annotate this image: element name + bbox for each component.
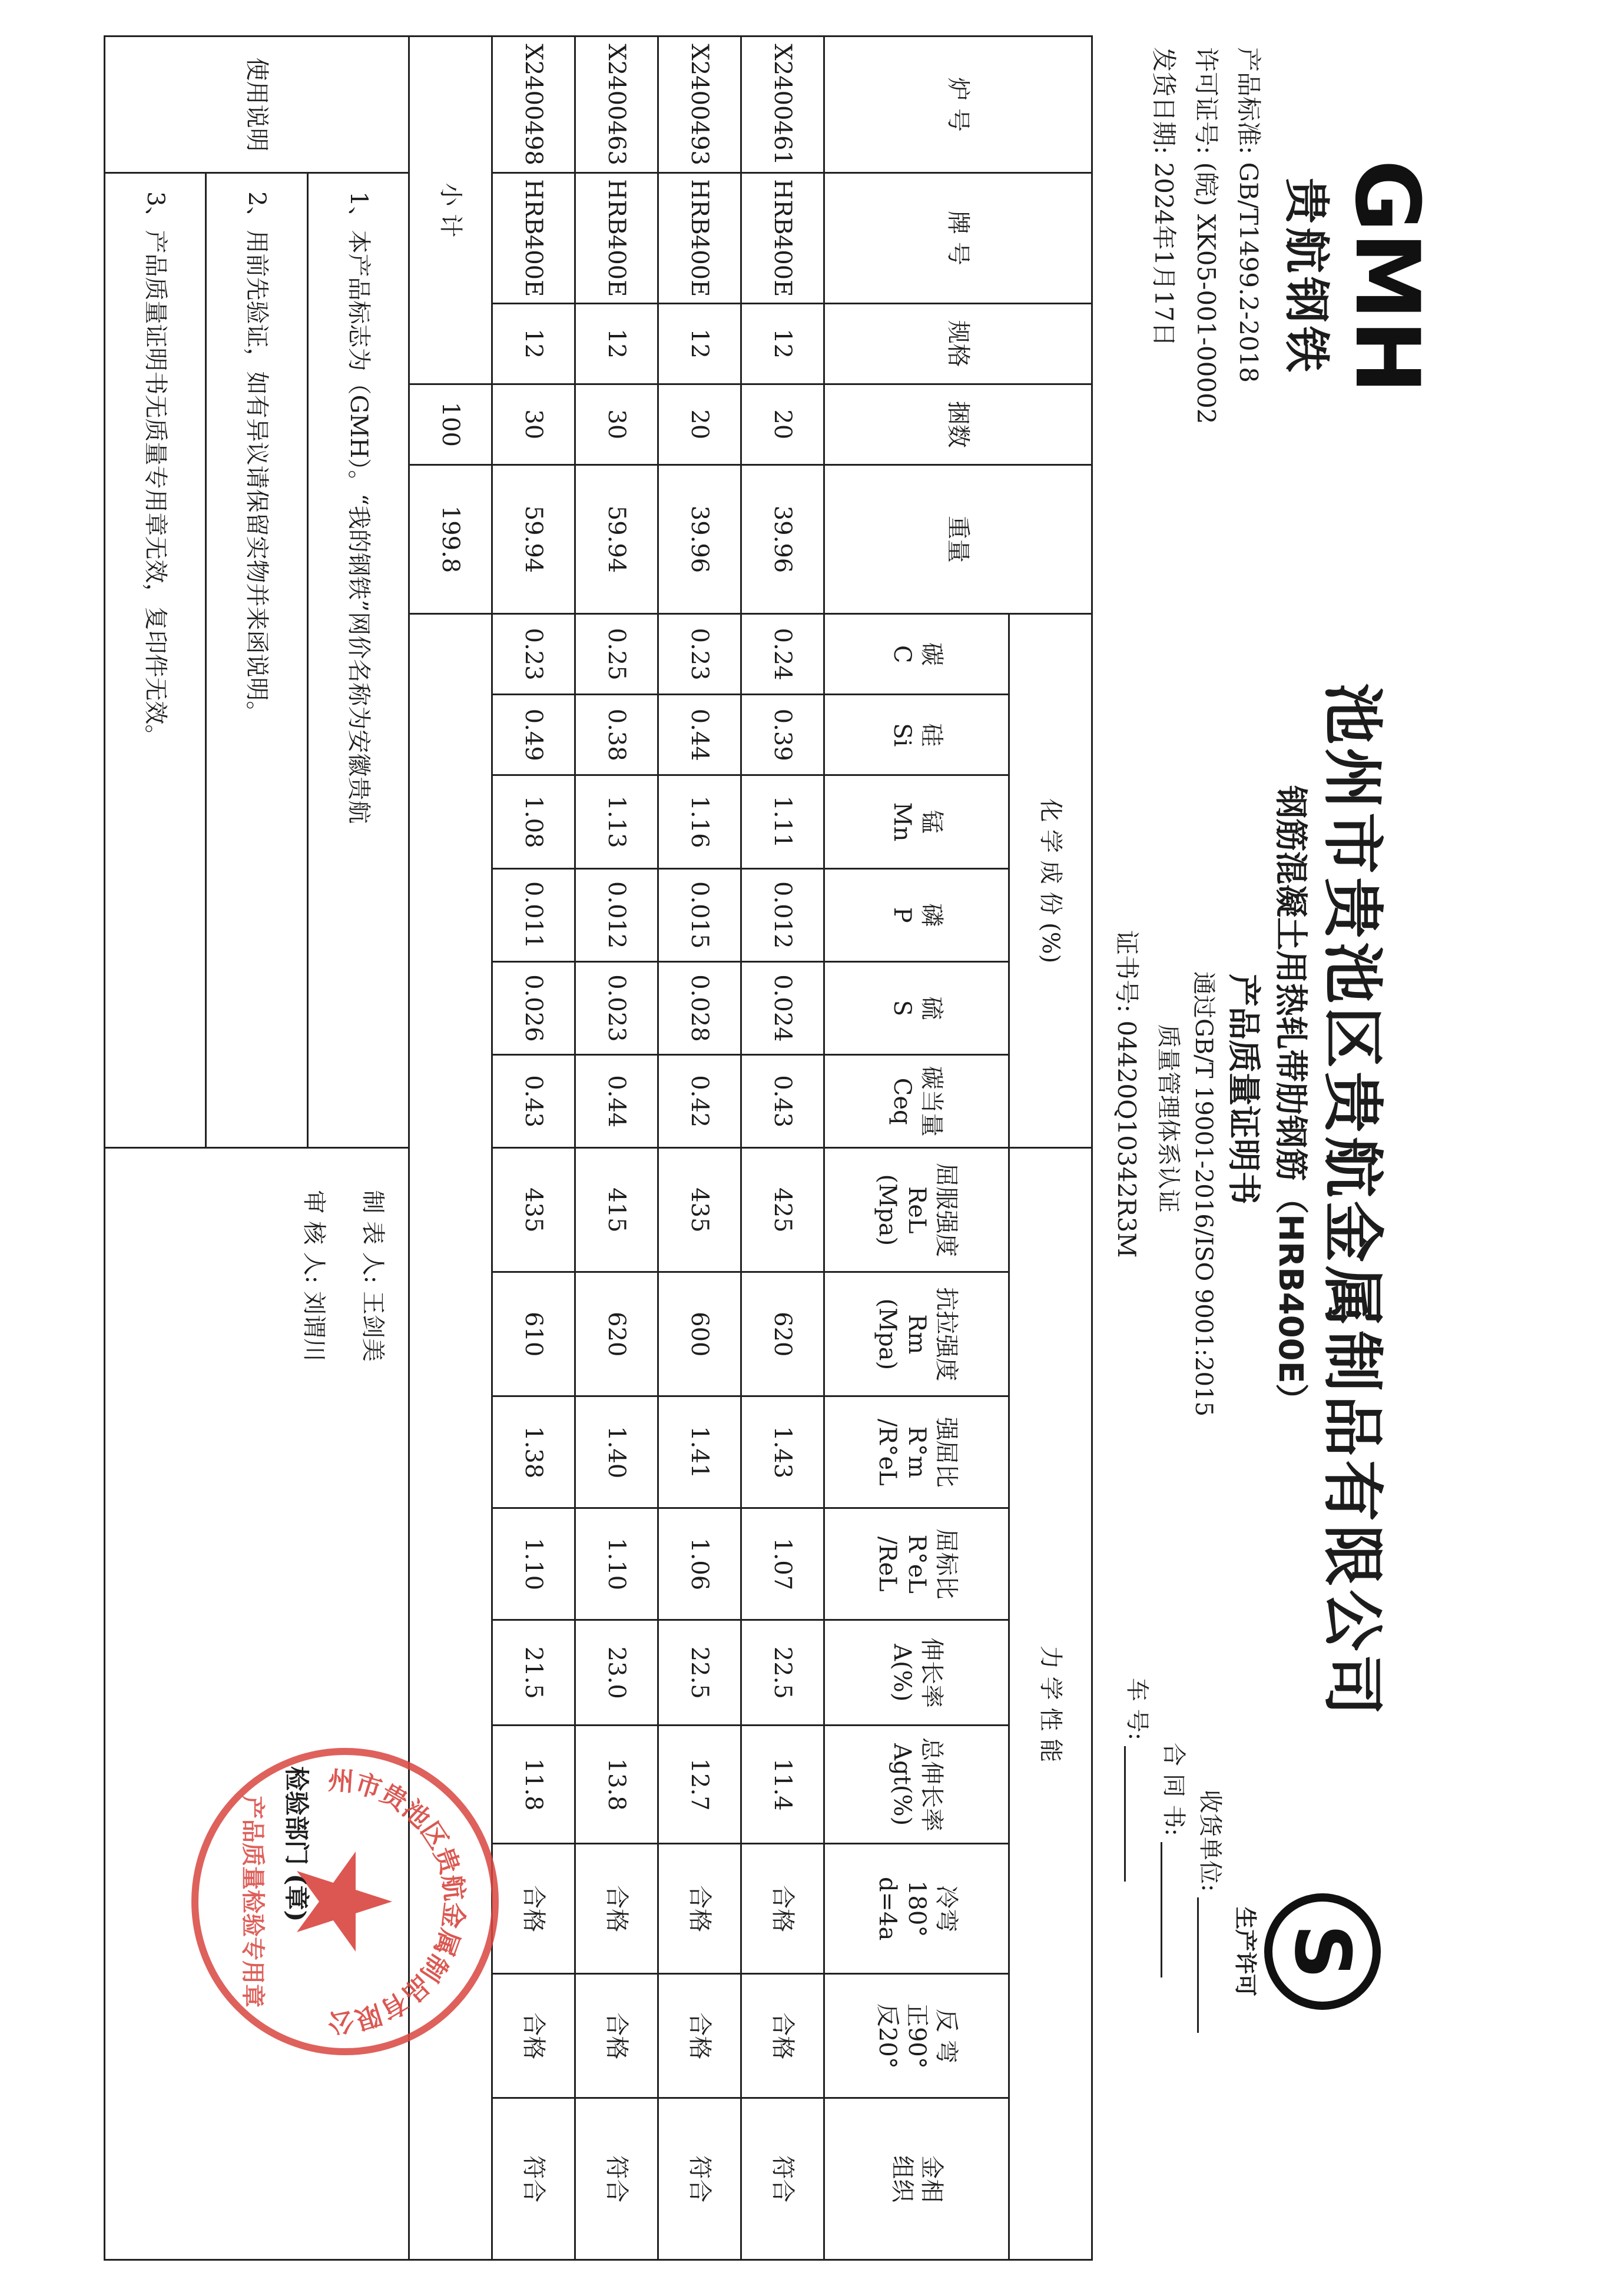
cert-no-value: 04420Q10342R3M (1112, 1020, 1141, 1258)
column-header-text: S (888, 1000, 916, 1017)
seal-icon (180, 1737, 510, 2066)
maker-line (358, 1190, 387, 1362)
table-cell: 0.43 (741, 1055, 824, 1148)
table-cell: 合格 (575, 1843, 658, 1974)
table-cell: 符合 (658, 2098, 741, 2260)
vehicle-label: 车 号: (1123, 1678, 1151, 1741)
company-name: 池州市贵池区贵航金属制品有限公司 (1317, 682, 1388, 1719)
column-header-text: 屈标比 (932, 1528, 960, 1600)
ship-date-row (1142, 47, 1185, 424)
table-cell: HRB400E (492, 173, 575, 304)
column-header-text: 屈服强度 (932, 1163, 960, 1258)
col-ratio1 (824, 1396, 1009, 1508)
receiver-field (1192, 1790, 1228, 2033)
table-cell: 435 (492, 1148, 575, 1272)
column-header-text: 锰 (917, 809, 945, 834)
column-header-text: R°eL (903, 1534, 930, 1594)
table-cell: 1.10 (575, 1508, 658, 1620)
maker-label: 制 表 人: (359, 1190, 387, 1284)
table-row (658, 37, 741, 2260)
table-cell: 合格 (658, 1843, 741, 1974)
table-cell: HRB400E (658, 173, 741, 304)
maker-name: 王剑美 (359, 1290, 387, 1362)
table-cell: 1.38 (492, 1396, 575, 1508)
col-rel (824, 1148, 1009, 1272)
col-ratio2 (824, 1508, 1009, 1620)
table-cell: X2400493 (658, 37, 741, 173)
seal-bottom-text: 产品质量检验专用章 (239, 1796, 266, 2008)
table-cell: 1.08 (492, 775, 575, 868)
col-agt (824, 1726, 1009, 1843)
column-header-text: 180° (903, 1880, 930, 1937)
column-header-text: d=4a (873, 1876, 901, 1941)
column-header-text: (Mpa) (873, 1298, 901, 1371)
col-bend (824, 1843, 1009, 1974)
column-header-text: R°m (903, 1426, 930, 1478)
table-cell: 0.42 (658, 1055, 741, 1148)
column-header-text: 强屈比 (932, 1416, 960, 1488)
table-cell: 39.96 (741, 464, 824, 613)
inspection-dept-suffix: (章) (282, 1873, 311, 1922)
col-bundles: 捆数 (824, 384, 1092, 464)
qs-logo-letter: S (1278, 1924, 1367, 1979)
subtotal-weight: 199.8 (409, 464, 492, 613)
table-cell: 合格 (492, 1974, 575, 2098)
receiver-label: 收货单位: (1196, 1790, 1224, 1892)
subtotal-bundles: 100 (409, 384, 492, 464)
col-rm (824, 1272, 1009, 1396)
column-header-text: 冷弯 (932, 1885, 960, 1933)
table-cell: 59.94 (492, 464, 575, 613)
table-cell: 12 (492, 303, 575, 384)
product-standard-row (1227, 47, 1269, 424)
table-cell: X2400461 (741, 37, 824, 173)
reviewer-name: 刘谓川 (300, 1290, 328, 1362)
column-header-text: 伸长率 (917, 1637, 945, 1708)
column-header-text: P (888, 907, 916, 923)
header-info (1142, 47, 1269, 424)
table-cell: 30 (492, 384, 575, 464)
column-header-text: ReL (903, 1186, 930, 1234)
table-cell: 39.96 (658, 464, 741, 613)
table-row (575, 37, 658, 2260)
table-cell: 425 (741, 1148, 824, 1272)
usage-note-3: 3、产品质量证明书无质量专用章无效，复印件无效。 (105, 173, 206, 1148)
table-cell: 11.4 (741, 1726, 824, 1843)
table-cell: 1.13 (575, 775, 658, 868)
group-header-row (1009, 37, 1092, 2260)
official-seal (180, 1737, 510, 2066)
column-header-text: Mn (888, 802, 916, 842)
usage-note-2: 2、用前先验证，如有异议请保留实物并来函说明。 (206, 173, 307, 1148)
contract-blank (1161, 1842, 1186, 1978)
table-cell: 20 (658, 384, 741, 464)
col-si (824, 695, 1009, 775)
table-cell: 0.015 (658, 868, 741, 961)
table-cell: 0.023 (575, 961, 658, 1054)
gmh-logo-text: GMH (1340, 160, 1434, 394)
table-cell: 1.41 (658, 1396, 741, 1508)
column-header-text: 碳当量 (917, 1066, 945, 1137)
col-mn (824, 775, 1009, 868)
certificate-number (1111, 930, 1146, 1258)
table-cell: 符合 (492, 2098, 575, 2260)
column-header-text: 硫 (917, 996, 945, 1020)
table-cell: 1.43 (741, 1396, 824, 1508)
column-header-text: 反20° (873, 2003, 901, 2069)
table-cell: 1.16 (658, 775, 741, 868)
vehicle-field (1119, 1678, 1155, 2033)
table-cell: 0.43 (492, 1055, 575, 1148)
column-header-text: Agt(%) (888, 1743, 916, 1826)
column-header-text: 抗拉强度 (932, 1287, 960, 1382)
ship-date-label: 发货日期: (1149, 47, 1178, 155)
reviewer-line (299, 1190, 329, 1362)
table-cell: 合格 (741, 1843, 824, 1974)
certification-line-2: 质量管理体系认证 (1155, 1024, 1182, 1213)
col-heat: 炉 号 (824, 37, 1092, 173)
qs-logo-icon (1264, 1893, 1381, 2010)
table-cell: 0.44 (575, 1055, 658, 1148)
col-s (824, 961, 1009, 1054)
table-cell: 620 (575, 1272, 658, 1396)
column-header-text: A(%) (888, 1644, 916, 1702)
table-cell: 0.44 (658, 695, 741, 775)
table-cell: 0.49 (492, 695, 575, 775)
table-cell: 20 (741, 384, 824, 464)
certification-line (1189, 971, 1222, 1796)
signature-area (105, 1148, 409, 2260)
subtotal-label: 小 计 (409, 37, 492, 384)
seal-arc-text: 州市贵池区贵航金属制品有限公 (327, 1766, 470, 2038)
mechanical-group-header: 力 学 性 能 (1009, 1148, 1092, 2260)
chemical-group-header: 化 学 成 份 (%) (1009, 614, 1092, 1148)
table-cell: 合格 (492, 1843, 575, 1974)
logo-chinese-name: 贵航钢铁 (1279, 177, 1332, 376)
column-header-text: Si (888, 723, 916, 747)
table-row (741, 37, 824, 2260)
table-cell: 0.012 (741, 868, 824, 961)
table-cell: 符合 (575, 2098, 658, 2260)
table-cell: 0.23 (492, 614, 575, 695)
table-cell: 23.0 (575, 1620, 658, 1726)
column-header-text: 磷 (917, 903, 945, 927)
column-header-text: /R°eL (873, 1418, 901, 1486)
column-header-text: (Mpa) (873, 1174, 901, 1246)
table-cell: 0.25 (575, 614, 658, 695)
vehicle-blank (1125, 1746, 1150, 1882)
table-cell: 21.5 (492, 1620, 575, 1726)
table-cell: 610 (492, 1272, 575, 1396)
col-rebend (824, 1974, 1009, 2098)
table-cell: 11.8 (492, 1726, 575, 1843)
license-label: 许可证号: (1192, 47, 1221, 155)
table-cell: 12 (741, 303, 824, 384)
col-ceq (824, 1055, 1009, 1148)
col-c (824, 614, 1009, 695)
table-cell: 59.94 (575, 464, 658, 613)
license-value: (皖) XK05-001-00002 (1192, 162, 1221, 424)
table-cell: 0.011 (492, 868, 575, 961)
inspection-dept-label: 检验部门 (282, 1766, 311, 1866)
table-cell: 415 (575, 1148, 658, 1272)
table-cell: 0.024 (741, 961, 824, 1054)
col-weight: 重量 (824, 464, 1092, 613)
table-cell: 22.5 (741, 1620, 824, 1726)
table-cell: 12 (575, 303, 658, 384)
table-cell: X2400498 (492, 37, 575, 173)
contract-field (1155, 1743, 1192, 2033)
table-cell: X2400463 (575, 37, 658, 173)
company-logo (1279, 147, 1434, 406)
table-cell: 合格 (575, 1974, 658, 2098)
table-cell: HRB400E (741, 173, 824, 304)
qs-logo-caption: 生产许可 (1232, 1906, 1258, 1996)
column-header-text: 硅 (917, 723, 945, 747)
document-title: 产品质量证明书 (1224, 974, 1262, 1205)
table-cell: 1.40 (575, 1396, 658, 1508)
col-spec: 规格 (824, 303, 1092, 384)
table-cell: 435 (658, 1148, 741, 1272)
table-cell: 1.10 (492, 1508, 575, 1620)
product-standard-label: 产品标准: (1234, 47, 1263, 155)
usage-label: 使用说明 (105, 37, 409, 173)
table-cell: 12 (658, 303, 741, 384)
receiver-blank (1198, 1897, 1223, 2033)
column-header-text: Rm (903, 1314, 930, 1355)
usage-note-1: 1、本产品标志为（GMH）。“我的钢铁”网价名称为安徽贵航 (307, 173, 409, 1148)
shipping-fields (1119, 1678, 1228, 2033)
product-subtitle: 钢筋混凝土用热轧带肋钢筋（HRB400E） (1271, 785, 1310, 1416)
column-header-text: /ReL (873, 1536, 901, 1592)
license-row (1185, 47, 1227, 424)
column-header-text: 组织 (888, 2155, 916, 2203)
inspection-dept (280, 1766, 316, 1922)
cert-no-label: 证书号: (1112, 930, 1141, 1013)
table-cell: 13.8 (575, 1726, 658, 1843)
column-header-text: C (888, 645, 916, 663)
table-cell: 0.24 (741, 614, 824, 695)
table-cell: 600 (658, 1272, 741, 1396)
col-p (824, 868, 1009, 961)
table-cell: 1.07 (741, 1508, 824, 1620)
table-cell: 合格 (741, 1974, 824, 2098)
table-cell: 0.39 (741, 695, 824, 775)
contract-label: 合 同 书: (1160, 1743, 1187, 1836)
table-cell: 30 (575, 384, 658, 464)
column-header-text: 金相 (917, 2155, 945, 2203)
ship-date-value: 2024年1月17日 (1149, 162, 1178, 347)
column-header-text: 正90° (903, 2003, 930, 2069)
table-cell: 620 (741, 1272, 824, 1396)
table-cell: HRB400E (575, 173, 658, 304)
table-cell: 合格 (658, 1974, 741, 2098)
table-cell: 1.11 (741, 775, 824, 868)
production-license-logo (1216, 1884, 1381, 2019)
gmh-mark (1340, 147, 1434, 406)
gmh-logo-icon (1340, 147, 1434, 406)
column-header-text: 总伸长率 (917, 1737, 945, 1832)
reviewer-label: 审 核 人: (300, 1190, 328, 1284)
product-standard-value: GB/T1499.2-2018 (1234, 162, 1263, 383)
table-cell: 0.026 (492, 961, 575, 1054)
column-header-text: Ceq (888, 1077, 916, 1125)
table-cell: 0.028 (658, 961, 741, 1054)
table-cell: 符合 (741, 2098, 824, 2260)
certification-standard: 通过GB/T 19001-2016/ISO 9001:2015 (1190, 971, 1217, 1417)
table-cell: 0.38 (575, 695, 658, 775)
col-micro (824, 2098, 1009, 2260)
table-cell: 12.7 (658, 1726, 741, 1843)
col-a (824, 1620, 1009, 1726)
table-cell: 0.23 (658, 614, 741, 695)
column-header-text: 碳 (917, 642, 945, 666)
column-header-text: 反 弯 (932, 2009, 960, 2063)
table-cell: 0.012 (575, 868, 658, 961)
table-cell: 1.06 (658, 1508, 741, 1620)
table-cell: 22.5 (658, 1620, 741, 1726)
col-grade: 牌 号 (824, 173, 1092, 304)
